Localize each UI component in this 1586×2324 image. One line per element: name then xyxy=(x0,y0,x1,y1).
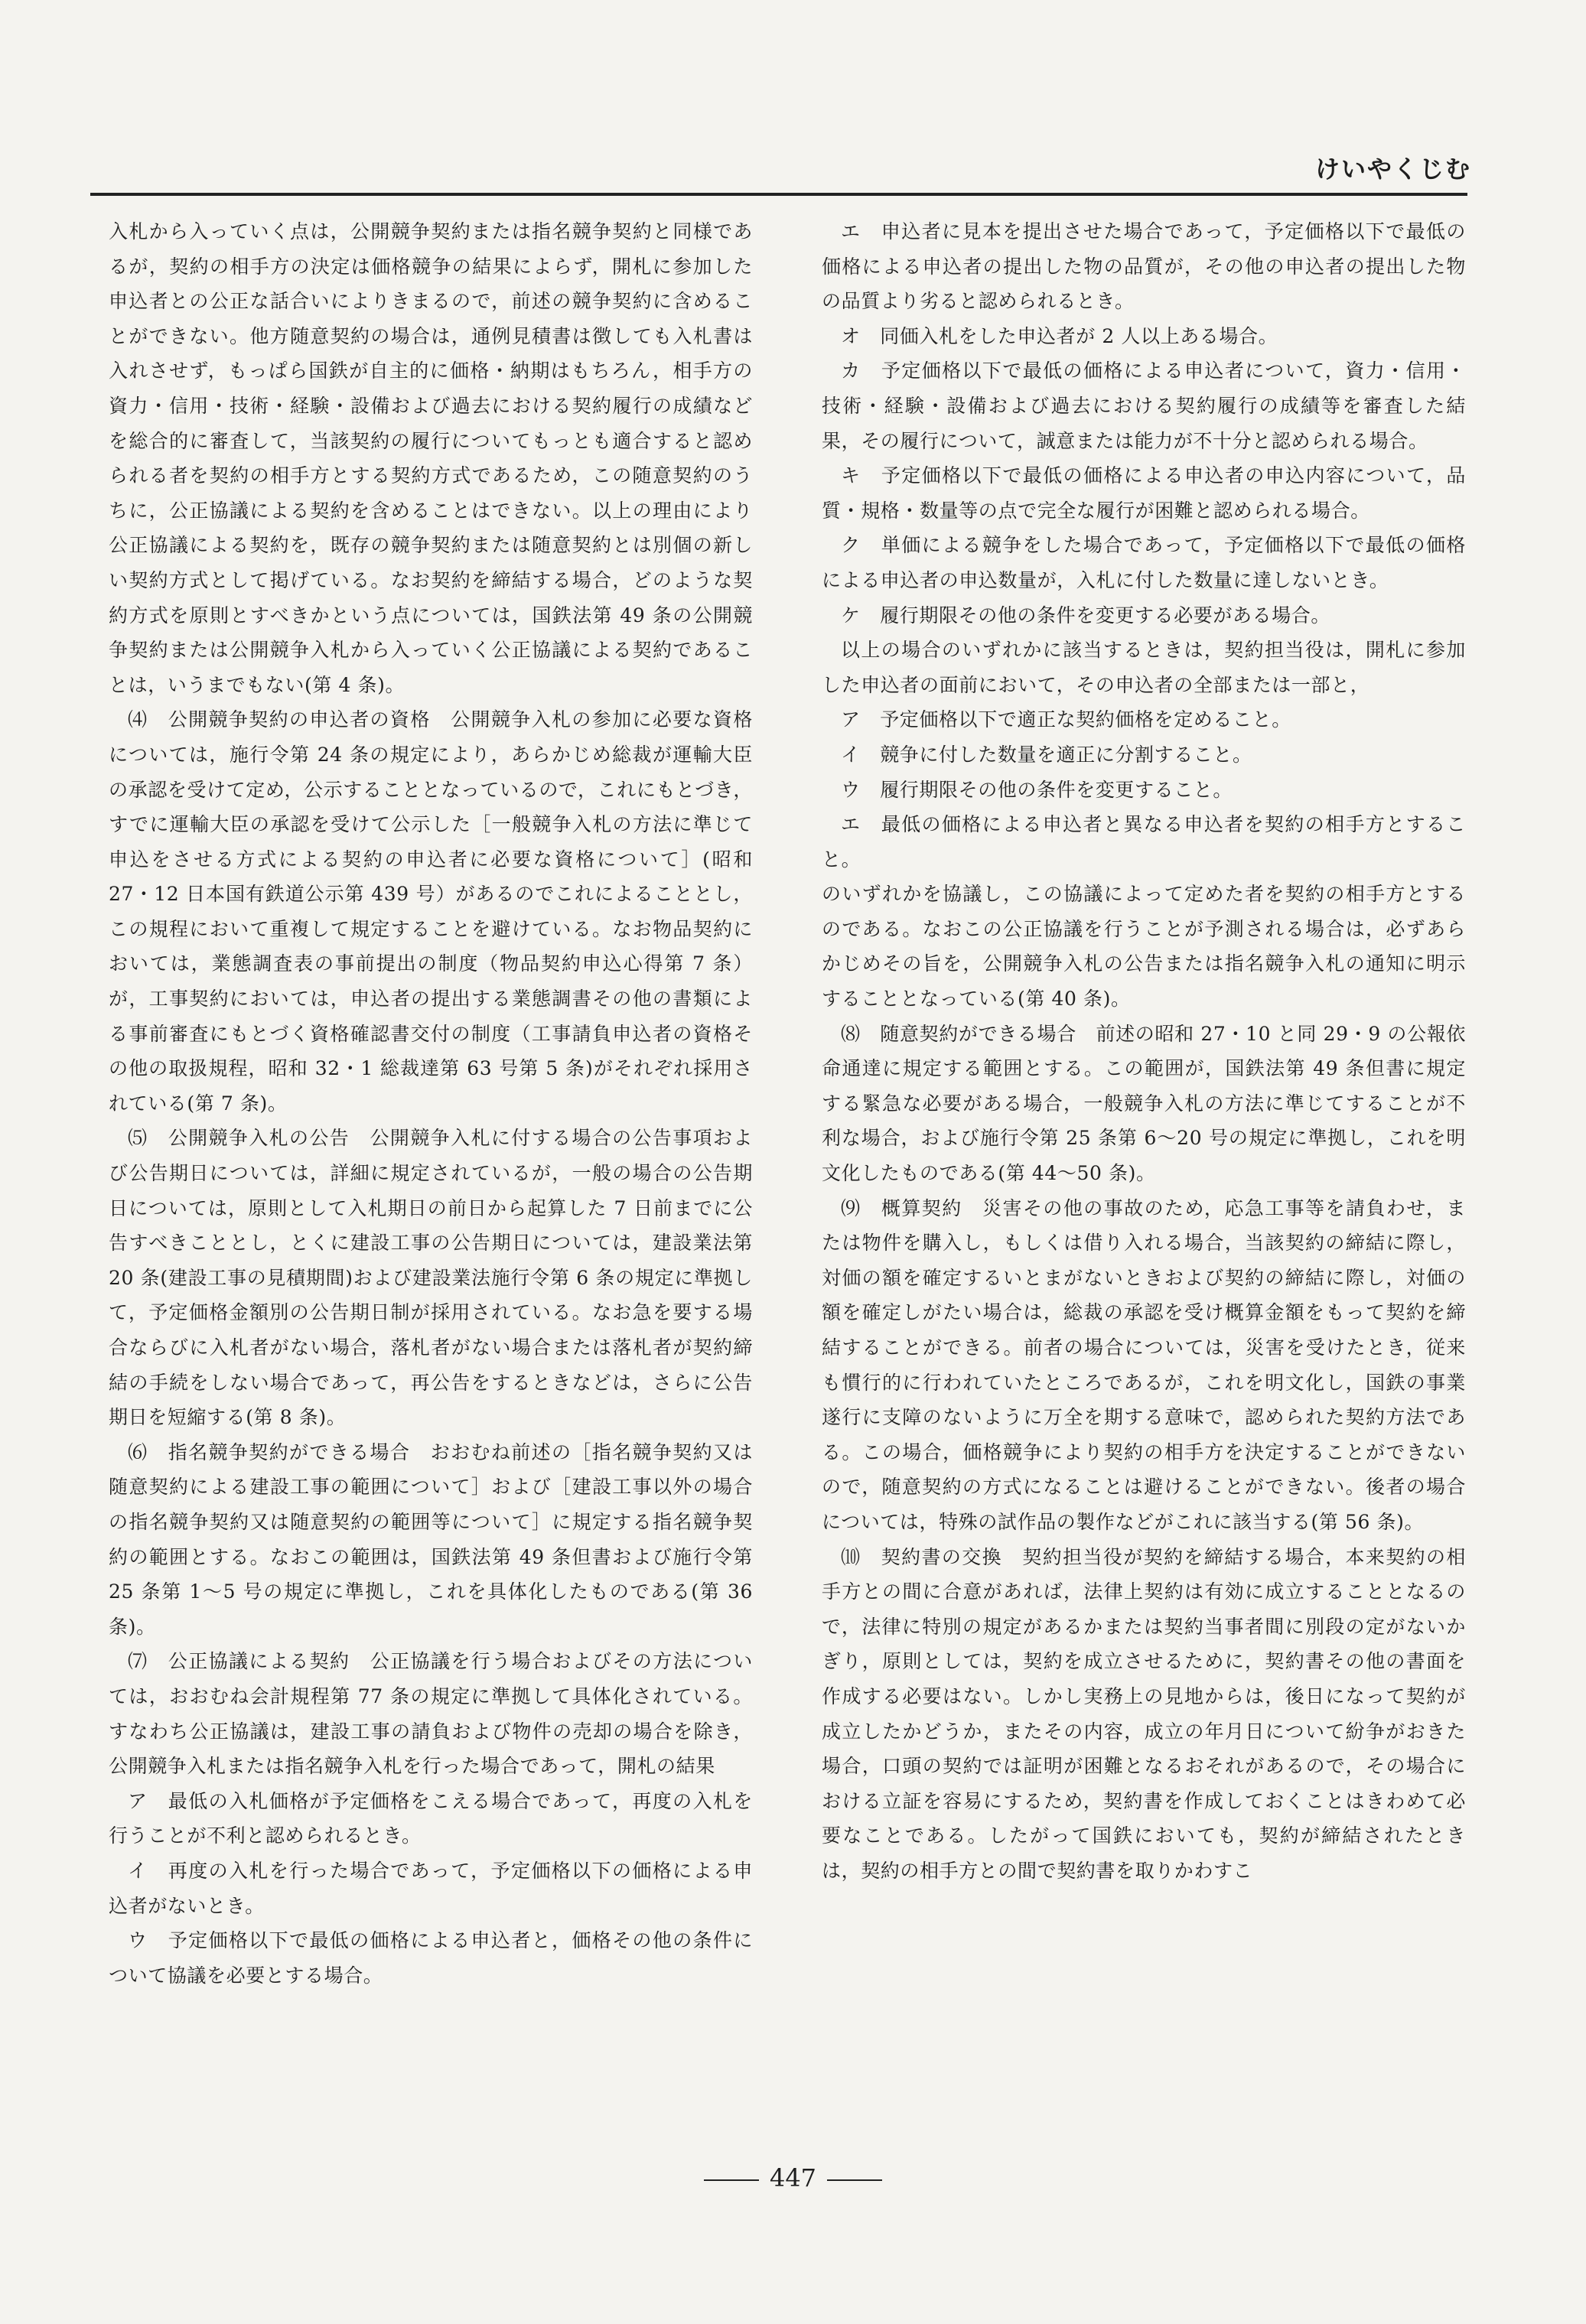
list-item-e2: エ 最低の価格による申込者と異なる申込者を契約の相手方とすること。 xyxy=(822,813,1466,871)
left-text-column xyxy=(109,214,753,2127)
paragraph-section-8: ⑻ 随意契約ができる場合 前述の昭和 27・10 と同 29・9 の公報依命通達に規定する範囲とする。この範囲が，国鉄法第 49 条但書に規定する緊急な必要がある場合，一般競争入札の方法に準じてすることが不利な場合，および施行令第 25 条第 6〜20 号の規定に準拠し，これを明文化したものである(第 44〜50 条)。 xyxy=(822,1022,1466,1185)
paragraph-section-5: ⑸ 公開競争入札の公告 公開競争入札に付する場合の公告事項および公告期日については，詳細に規定されているが，一般の場合の公告期日については，原則として入札期日の前日から起算した 7 日前までに公告すべきこととし，とくに建設工事の公告期日については，建設業法第 20 条(建設工事の見積期間)および建設業法施行令第 6 条の規定に準拠して，予定価格金額別の公告期日制が採用されている。なお急を要する場合ならびに入札者がない場合，落札者がない場合または落札者が契約締結の手続をしない場合であって，再公告をするときなどは，さらに公告期日を短縮する(第 8 条)。 xyxy=(109,1127,753,1429)
footer-dash-right xyxy=(827,2179,882,2181)
running-header-title: けいやくじむ xyxy=(1314,155,1471,184)
paragraph-section-7: ⑺ 公正協議による契約 公正協議を行う場合およびその方法については，おおむね会計規程第 77 条の規定に準拠して具体化されている。すなわち公正協議は，建設工事の請負および物件の売却の場合を除き，公開競争入札または指名競争入札を行った場合であって，開札の結果 xyxy=(109,1650,753,1778)
list-item-u2: ウ 履行期限その他の条件を変更すること。 xyxy=(841,778,1233,801)
paragraph-section-4: ⑷ 公開競争契約の申込者の資格 公開競争入札の参加に必要な資格については，施行令第 24 条の規定により，あらかじめ総裁が運輸大臣の承認を受けて定め，公示することとなっているので，これにもとづき，すでに運輸大臣の承認を受けて公示した［一般競争入札の方法に準じて申込をさせる方式による契約の申込者に必要な資格について］(昭和 27・12 日本国有鉄道公示第 439 号）があるのでこれによることとし，この規程において重複して規定することを避けている。なお物品契約においては，業態調査表の事前提出の制度（物品契約申込心得第 7 条）が，工事契約においては，申込者の提出する業態調書その他の書類による事前審査にもとづく資格確認書交付の制度（工事請負申込者の資格その他の取扱規程，昭和 32・1 総裁達第 63 号第 5 条)がそれぞれ採用されている(第 7 条)。 xyxy=(109,708,753,1115)
right-text-column xyxy=(822,214,1466,2127)
list-item-a2: ア 予定価格以下で適正な契約価格を定めること。 xyxy=(841,708,1291,731)
paragraph-section-9: ⑼ 概算契約 災害その他の事故のため，応急工事等を請負わせ，または物件を購入し，もしくは借り入れる場合，当該契約の締結に際し，対価の額を確定するいとまがないときおよび契約の締結に際し，対価の額を確定しがたい場合は，総裁の承認を受け概算金額をもって契約を締結することができる。前者の場合については，災害を受けたとき，従来も慣行的に行われていたところであるが，これを明文化し，国鉄の事業遂行に支障のないように万全を期する意味で，認められた契約方法である。この場合，価格競争により契約の相手方を決定することができないので，随意契約の方式になることは避けることができない。後者の場合については，特殊の試作品の製作などがこれに該当する(第 56 条)。 xyxy=(822,1196,1466,1533)
list-item-e: エ 申込者に見本を提出させた場合であって，予定価格以下で最低の価格による申込者の提出した物の品質が，その他の申込者の提出した物の品質より劣ると認められるとき。 xyxy=(822,220,1466,313)
list-item-ku: ク 単価による競争をした場合であって，予定価格以下で最低の価格による申込者の申込数量が，入札に付した数量に達しないとき。 xyxy=(822,534,1466,591)
list-item-o: オ 同価入札をした申込者が 2 人以上ある場合。 xyxy=(841,324,1278,347)
page-number: 447 xyxy=(769,2163,817,2192)
list-item-ki: キ 予定価格以下で最低の価格による申込者の申込内容について，品質・規格・数量等の点で完全な履行が困難と認められる場合。 xyxy=(822,464,1466,522)
list-item-i: イ 再度の入札を行った場合であって，予定価格以下の価格による申込者がないとき。 xyxy=(109,1859,753,1917)
paragraph-section-10: ⑽ 契約書の交換 契約担当役が契約を締結する場合，本来契約の相手方との間に合意があれば，法律上契約は有効に成立することとなるので，法律に特別の規定があるかまたは契約当事者間に別段の定がないかぎり，原則としては，契約を成立させるために，契約書その他の書面を作成する必要はない。しかし実務上の見地からは，後日になって契約が成立したかどうか，またその内容，成立の年月日について紛争がおきた場合，口頭の契約では証明が困難となるおそれがあるので，その場合における立証を容易にするため，契約書を作成しておくことはきわめて必要なことである。したがって国鉄においても，契約が締結されたときは，契約の相手方との間で契約書を取りかわすこ xyxy=(822,1545,1466,1882)
list-item-ke: ケ 履行期限その他の条件を変更する必要がある場合。 xyxy=(841,604,1331,627)
paragraph-section-6: ⑹ 指名競争契約ができる場合 おおむね前述の［指名競争契約又は随意契約による建設工事の範囲について］および［建設工事以外の場合の指名競争契約又は随意契約の範囲等について］に規定する指名競争契約の範囲とする。なおこの範囲は，国鉄法第 49 条但書および施行令第 25 条第 1〜5 号の規定に準拠し，これを具体化したものである(第 36 条)。 xyxy=(109,1440,753,1638)
paragraph: 入札から入っていく点は，公開競争契約または指名競争契約と同様であるが，契約の相手方の決定は価格競争の結果によらず，開札に参加した申込者との公正な話合いによりきまるので，前述の競争契約に含めることができない。他方随意契約の場合は，通例見積書は徴しても入札書は入れさせず，もっぱら国鉄が自主的に価格・納期はもちろん，相手方の資力・信用・技術・経験・設備および過去における契約履行の成績などを総合的に審査して，当該契約の履行についてもっとも適合すると認められる者を契約の相手方とする契約方式であるため，この随意契約のうちに，公正協議による契約を含めることはできない。以上の理由により公正協議による契約を，既存の競争契約または随意契約とは別個の新しい契約方式として掲げている。なお契約を締結する場合，どのような契約方式を原則とすべきかという点については，国鉄法第 49 条の公開競争契約または公開競争入札から入っていく公正協議による契約であることは，いうまでもない(第 4 条)。 xyxy=(109,220,753,696)
paragraph: 以上の場合のいずれかに該当するときは，契約担当役は，開札に参加した申込者の面前において，その申込者の全部または一部と， xyxy=(822,639,1466,696)
footer-dash-left xyxy=(704,2179,759,2181)
list-item-ka: カ 予定価格以下で最低の価格による申込者について，資力・信用・技術・経験・設備および過去における契約履行の成績等を審査した結果，その履行について，誠意または能力が不十分と認められる場合。 xyxy=(822,360,1466,452)
list-item-i2: イ 競争に付した数量を適正に分割すること。 xyxy=(841,743,1252,766)
page-footer xyxy=(0,2163,1586,2192)
list-item-u: ウ 予定価格以下で最低の価格による申込者と，価格その他の条件について協議を必要とする場合。 xyxy=(109,1929,753,1987)
list-item-a: ア 最低の入札価格が予定価格をこえる場合であって，再度の入札を行うことが不利と認められるとき。 xyxy=(109,1789,753,1847)
header-rule xyxy=(90,193,1467,196)
paragraph: のいずれかを協議し，この協議によって定めた者を契約の相手方とするのである。なおこの公正協議を行うことが予測される場合は，必ずあらかじめその旨を，公開競争入札の公告または指名競争入札の通知に明示することとなっている(第 40 条)。 xyxy=(822,883,1466,1011)
